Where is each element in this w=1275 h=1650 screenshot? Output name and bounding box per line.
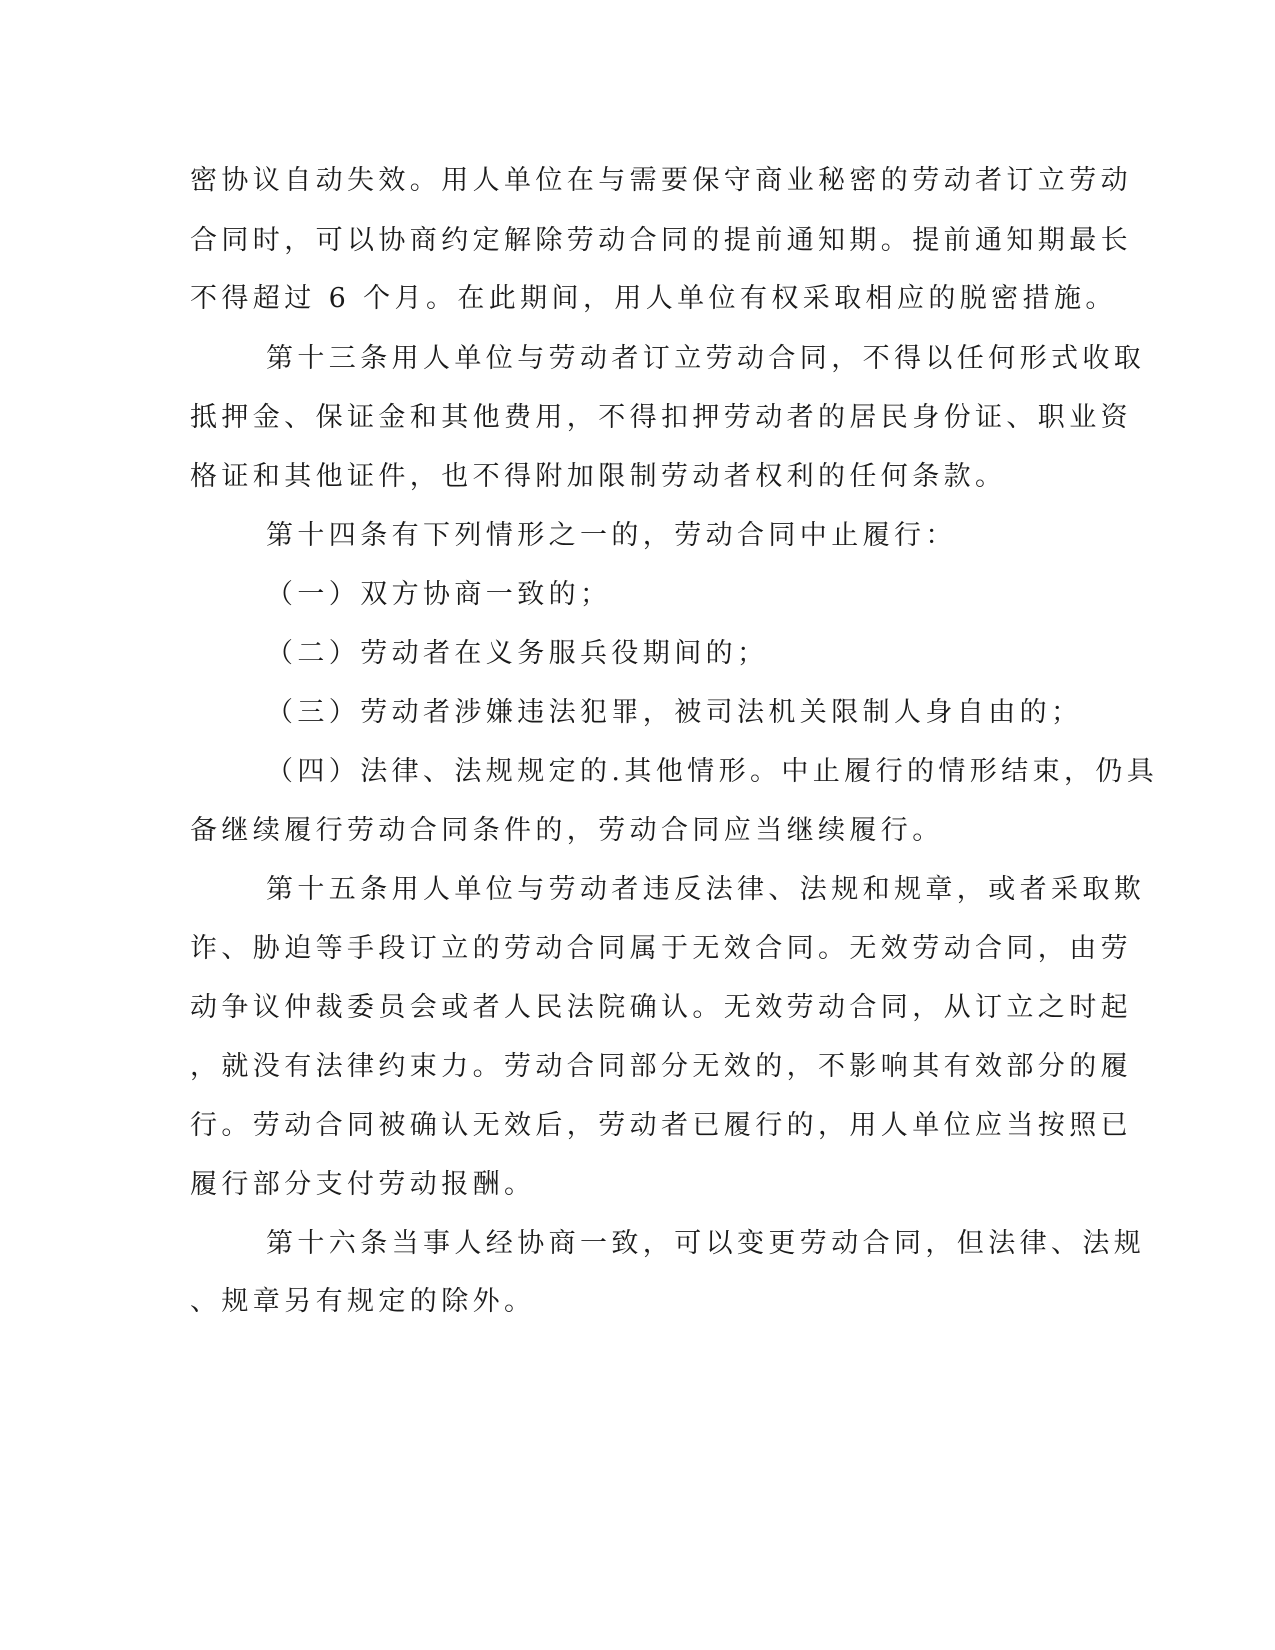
text-line: 履行部分支付劳动报酬。 bbox=[190, 1169, 536, 1200]
text-line: 抵押金、保证金和其他费用，不得扣押劳动者的居民身份证、职业资 bbox=[190, 402, 1132, 433]
paragraph-article-15: 第十五条用人单位与劳动者违反法律、法规和规章，或者采取欺 bbox=[266, 874, 1146, 905]
paragraph-article-13: 第十三条用人单位与劳动者订立劳动合同，不得以任何形式收取 bbox=[266, 343, 1146, 374]
text-line: ，就没有法律约束力。劳动合同部分无效的，不影响其有效部分的履 bbox=[190, 1051, 1132, 1082]
text-line: 不得超过 6 个月。在此期间，用人单位有权采取相应的脱密措施。 bbox=[190, 283, 1117, 314]
text-line: 格证和其他证件，也不得附加限制劳动者权利的任何条款。 bbox=[190, 461, 1007, 492]
text-line: 合同时，可以协商约定解除劳动合同的提前通知期。提前通知期最长 bbox=[190, 225, 1132, 256]
text-line: 、规章另有规定的除外。 bbox=[190, 1286, 536, 1317]
text-line: 动争议仲裁委员会或者人民法院确认。无效劳动合同，从订立之时起 bbox=[190, 992, 1132, 1023]
text-line: 备继续履行劳动合同条件的，劳动合同应当继续履行。 bbox=[190, 815, 944, 846]
list-item-3: （三）劳动者涉嫌违法犯罪，被司法机关限制人身自由的； bbox=[266, 697, 1083, 728]
text-line: 行。劳动合同被确认无效后，劳动者已履行的，用人单位应当按照已 bbox=[190, 1110, 1132, 1141]
list-item-1: （一）双方协商一致的； bbox=[266, 579, 612, 610]
list-item-4: （四）法律、法规规定的.其他情形。中止履行的情形结束，仍具 bbox=[266, 756, 1159, 787]
list-item-2: （二）劳动者在义务服兵役期间的； bbox=[266, 638, 769, 669]
text-line: 密协议自动失效。用人单位在与需要保守商业秘密的劳动者订立劳动 bbox=[190, 165, 1132, 196]
paragraph-article-14: 第十四条有下列情形之一的，劳动合同中止履行： bbox=[266, 520, 957, 551]
paragraph-article-16: 第十六条当事人经协商一致，可以变更劳动合同，但法律、法规 bbox=[266, 1228, 1146, 1259]
text-line: 诈、胁迫等手段订立的劳动合同属于无效合同。无效劳动合同，由劳 bbox=[190, 933, 1132, 964]
